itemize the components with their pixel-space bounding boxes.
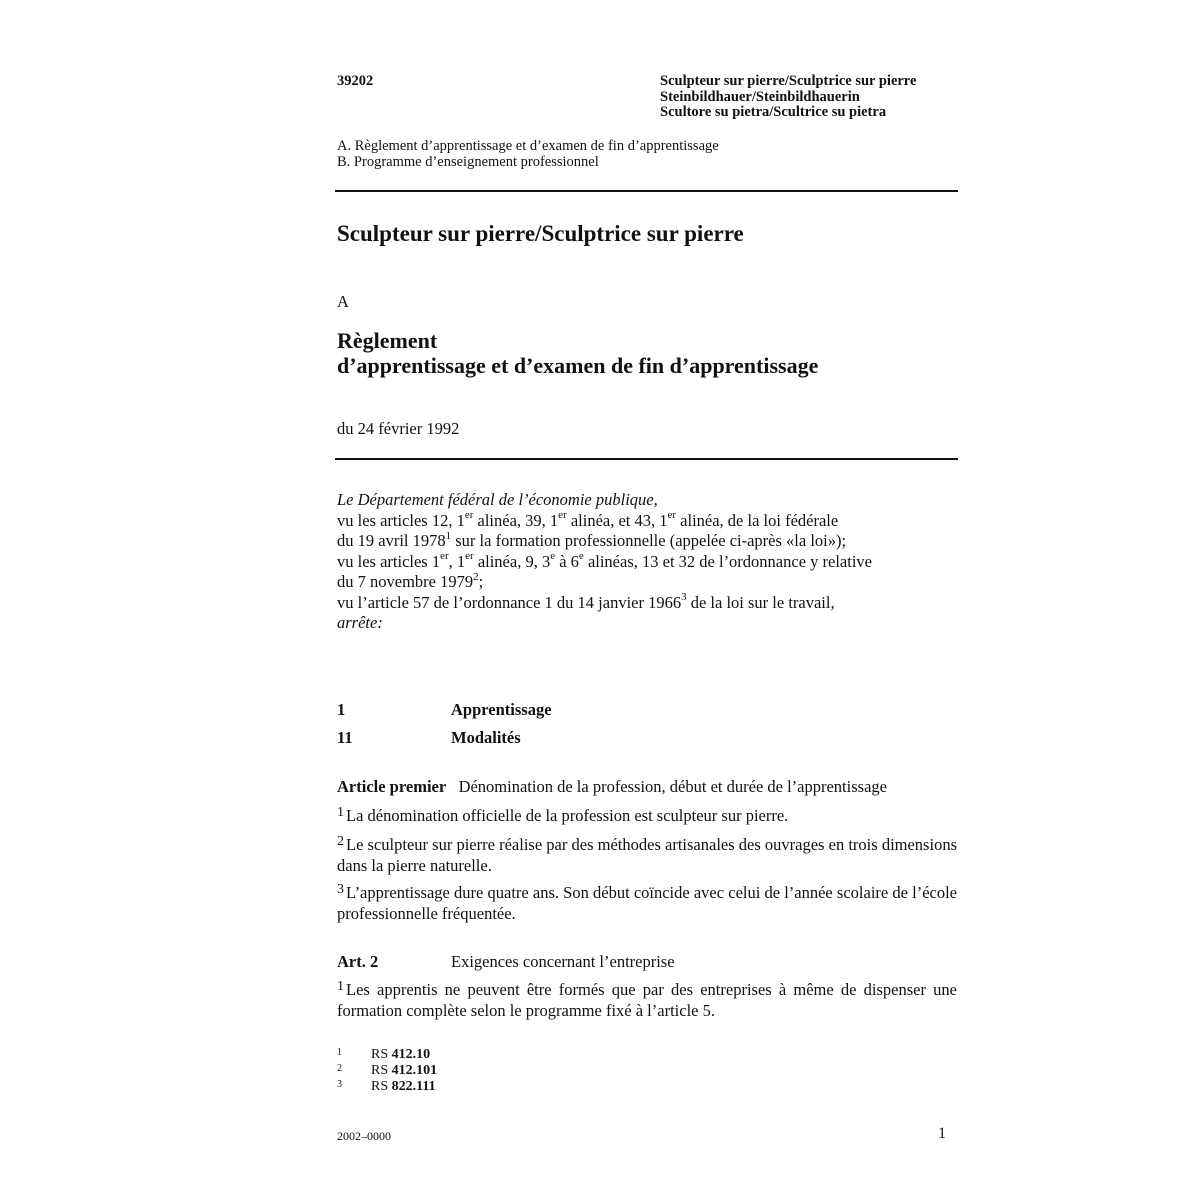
article-1-paragraph-1: 1 La dénomination officielle de la profession est sculpteur sur pierre. [337, 805, 789, 825]
document-number: 39202 [337, 73, 374, 89]
header-titles [660, 74, 916, 121]
preamble-department: Le Département fédéral de l’économie publique, [337, 490, 658, 509]
main-title: Sculpteur sur pierre/Sculptrice sur pierre [337, 221, 744, 246]
header-title-it: Scultore su pietra/Scultrice su pietra [660, 104, 887, 120]
section-11-title: Modalités [451, 728, 521, 747]
reglement-title [337, 328, 818, 378]
preamble [337, 490, 977, 634]
preamble-arrete: arrête: [337, 613, 383, 632]
article-1-label: Article premier [337, 777, 447, 796]
header-divider [335, 190, 958, 192]
reglement-title-line1: Règlement [337, 328, 438, 353]
footnote-2: 2 RS 412.101 [337, 1063, 438, 1078]
decree-date: du 24 février 1992 [337, 419, 460, 438]
preamble-line-4: du 7 novembre 1979$^2$; [337, 570, 484, 591]
reglement-title-line2: d’apprentissage et d’examen de fin d’apprentissage [337, 353, 819, 378]
footnotes [337, 1047, 437, 1095]
article-1-paragraph-2: 2 Le sculpteur sur pierre réalise par des méthodes artisanales des ouvrages en trois dimensions dans la pierre naturelle. [337, 834, 957, 875]
preamble-line-5: vu l’article 57 de l’ordonnance 1 du 14 janvier 1966$^3$ de la loi sur le travail, [337, 591, 835, 612]
section-11-number: 11 [337, 728, 353, 747]
title-divider [335, 458, 958, 460]
section-1-title: Apprentissage [451, 700, 552, 719]
contents-list [337, 139, 719, 170]
footer-code: 2002–0000 [337, 1129, 391, 1143]
article-2-paragraph-1: 1 Les apprentis ne peuvent être formés que par des entreprises à même de dispenser une formation complète selon le programme fixé à l’article 5. [337, 979, 957, 1020]
page-number: 1 [938, 1125, 946, 1142]
article-2-label: Art. 2 [337, 952, 379, 971]
contents-item-b: B. Programme d’enseignement professionnel [337, 153, 599, 170]
footnote-3: 3 RS 822.111 [337, 1079, 436, 1094]
header-title-de: Steinbildhauer/Steinbildhauerin [660, 88, 860, 105]
preamble-line-2: du 19 avril 1978$^1$ sur la formation professionnelle (appelée ci-après «la loi»); [337, 529, 847, 550]
article-1-title: Dénomination de la profession, début et durée de l’apprentissage [458, 777, 887, 796]
footnote-1: 1 RS 412.10 [337, 1047, 431, 1062]
article-1-heading [337, 777, 977, 798]
part-letter: A [337, 292, 349, 311]
contents-item-a: A. Règlement d’apprentissage et d’examen de fin d’apprentissage [337, 138, 719, 154]
section-1-number: 1 [337, 700, 346, 719]
preamble-line-1: vu les articles 12, 1er alinéa, 39, 1er alinéa, et 43, 1er alinéa, de la loi fédérale [337, 509, 839, 530]
article-1-paragraph-3: 3 L’apprentissage dure quatre ans. Son début coïncide avec celui de l’année scolaire de l’école professionnelle fréquentée. [337, 882, 957, 923]
header-title-fr: Sculpteur sur pierre/Sculptrice sur pierre [660, 73, 917, 89]
article-2-title: Exigences concernant l’entreprise [451, 952, 675, 971]
preamble-line-3: vu les articles 1er, 1er alinéa, 9, 3e à 6e alinéas, 13 et 32 de l’ordonnance y relative [337, 550, 872, 571]
